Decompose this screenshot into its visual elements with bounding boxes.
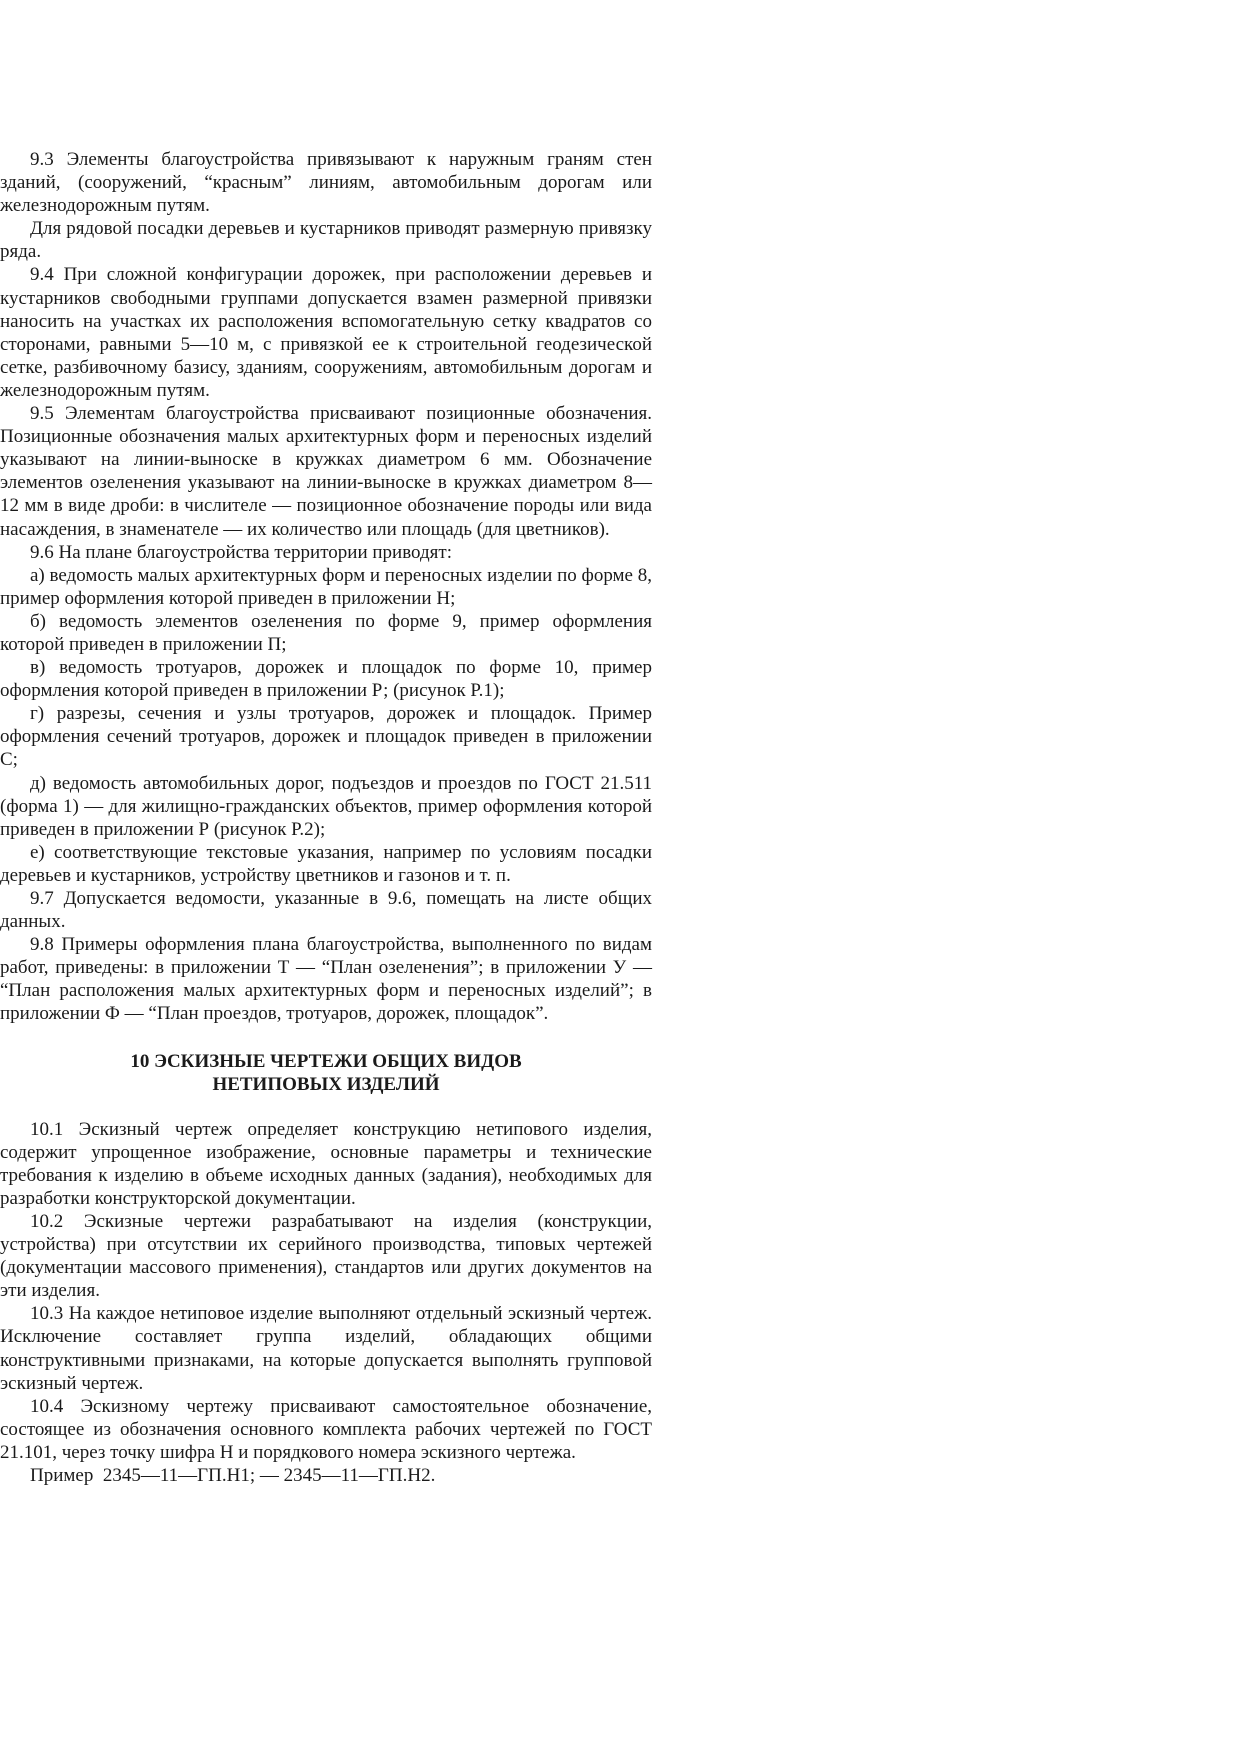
paragraph-9-3: 9.3 Элементы благоустройства привязывают к наружным граням стен зданий, (сооружений, “красным” линиям, автомобильным дорогам или железнодорожным путям. <box>0 149 652 217</box>
paragraph-row-planting: Для рядовой посадки деревьев и кустарников приводят размерную привязку ряда. <box>0 218 652 263</box>
paragraph-10-2: 10.2 Эскизные чертежи разрабатывают на изделия (конструкции, устройства) при отсутствии их серийного производства, типовых чертежей (документации массового применения), стандартов или других документов на эти изделия. <box>0 1210 652 1302</box>
paragraph-9-4: 9.4 При сложной конфигурации дорожек, при расположении деревьев и кустарников свободными группами допускается взамен размерной привязки наносить на участках их расположения вспомогательную сетку квадратов со сторонами, равными 5—10 м, с привязкой ее к строительной геодезической сетке, разбивочному базису, зданиям, сооружениям, автомобильным дорогам и железнодорожным путям. <box>0 264 652 401</box>
section-heading-line-2: НЕТИПОВЫХ ИЗДЕЛИЙ <box>212 1073 440 1095</box>
spacer <box>0 1096 652 1118</box>
paragraph-10-1: 10.1 Эскизный чертеж определяет конструкцию нетипового изделия, содержит упрощенное изображение, основные параметры и технические требования к изделию в объеме исходных данных (задания), необходимых для разработки конструкторской документации. <box>0 1118 652 1209</box>
list-item-a: а) ведомость малых архитектурных форм и переносных изделии по форме 8, пример оформления которой приведен в приложении Н; <box>0 564 652 609</box>
list-item-d: д) ведомость автомобильных дорог, подъездов и проездов по ГОСТ 21.511 (форма 1) — для жилищно-гражданских объектов, пример оформления которой приведен в приложении Р (рисунок Р.2); <box>0 772 652 840</box>
spacer <box>0 1026 652 1050</box>
paragraph-9-6: 9.6 На плане благоустройства территории приводят: <box>30 541 452 563</box>
list-item-b: б) ведомость элементов озеленения по форме 9, пример оформления которой приведен в приложении П; <box>0 610 652 655</box>
paragraph-10-3: 10.3 На каждое нетиповое изделие выполняют отдельный эскизный чертеж. Исключение составляет группа изделий, обладающих общими конструктивными признаками, на которые допускается выполнять групповой эскизный чертеж. <box>0 1303 652 1394</box>
paragraph-9-7: 9.7 Допускается ведомости, указанные в 9.6, помещать на листе общих данных. <box>0 888 652 933</box>
paragraph-9-5: 9.5 Элементам благоустройства присваивают позиционные обозначения. Позиционные обозначения малых архитектурных форм и переносных изделий указывают на линии-выноске в кружках диаметром 6 мм. Обозначение элементов озеленения указывают на линии-выноске в кружках диаметром 8—12 мм в виде дроби: в числителе — позиционное обозначение породы или вида насаждения, в знаменателе — их количество или площадь (для цветников). <box>0 403 652 540</box>
paragraph-10-4: 10.4 Эскизному чертежу присваивают самостоятельное обозначение, состоящее из обозначения основного комплекта рабочих чертежей по ГОСТ 21.101, через точку шифра Н и порядкового номера эскизного чертежа. <box>0 1395 652 1463</box>
list-item-e: е) соответствующие текстовые указания, например по условиям посадки деревьев и кустарников, устройству цветников и газонов и т. п. <box>0 841 652 886</box>
list-item-g: г) разрезы, сечения и узлы тротуаров, дорожек и площадок. Пример оформления сечений тротуаров, дорожек и площадок приведен в приложении С; <box>0 703 652 771</box>
example-line: Пример 2345—11—ГП.Н1; — 2345—11—ГП.Н2. <box>30 1464 436 1486</box>
section-heading-line-1: 10 ЭСКИЗНЫЕ ЧЕРТЕЖИ ОБЩИХ ВИДОВ <box>130 1050 522 1072</box>
list-item-v: в) ведомость тротуаров, дорожек и площадок по форме 10, пример оформления которой приведен в приложении Р; (рисунок Р.1); <box>0 657 652 702</box>
paragraph-9-8: 9.8 Примеры оформления плана благоустройства, выполненного по видам работ, приведены: в приложении Т — “План озеленения”; в приложении У — “План расположения малых архитектурных форм и переносных изделий”; в приложении Ф — “План проездов, тротуаров, дорожек, площадок”. <box>0 934 652 1025</box>
section-heading <box>0 1050 652 1096</box>
document-page <box>0 148 652 1487</box>
